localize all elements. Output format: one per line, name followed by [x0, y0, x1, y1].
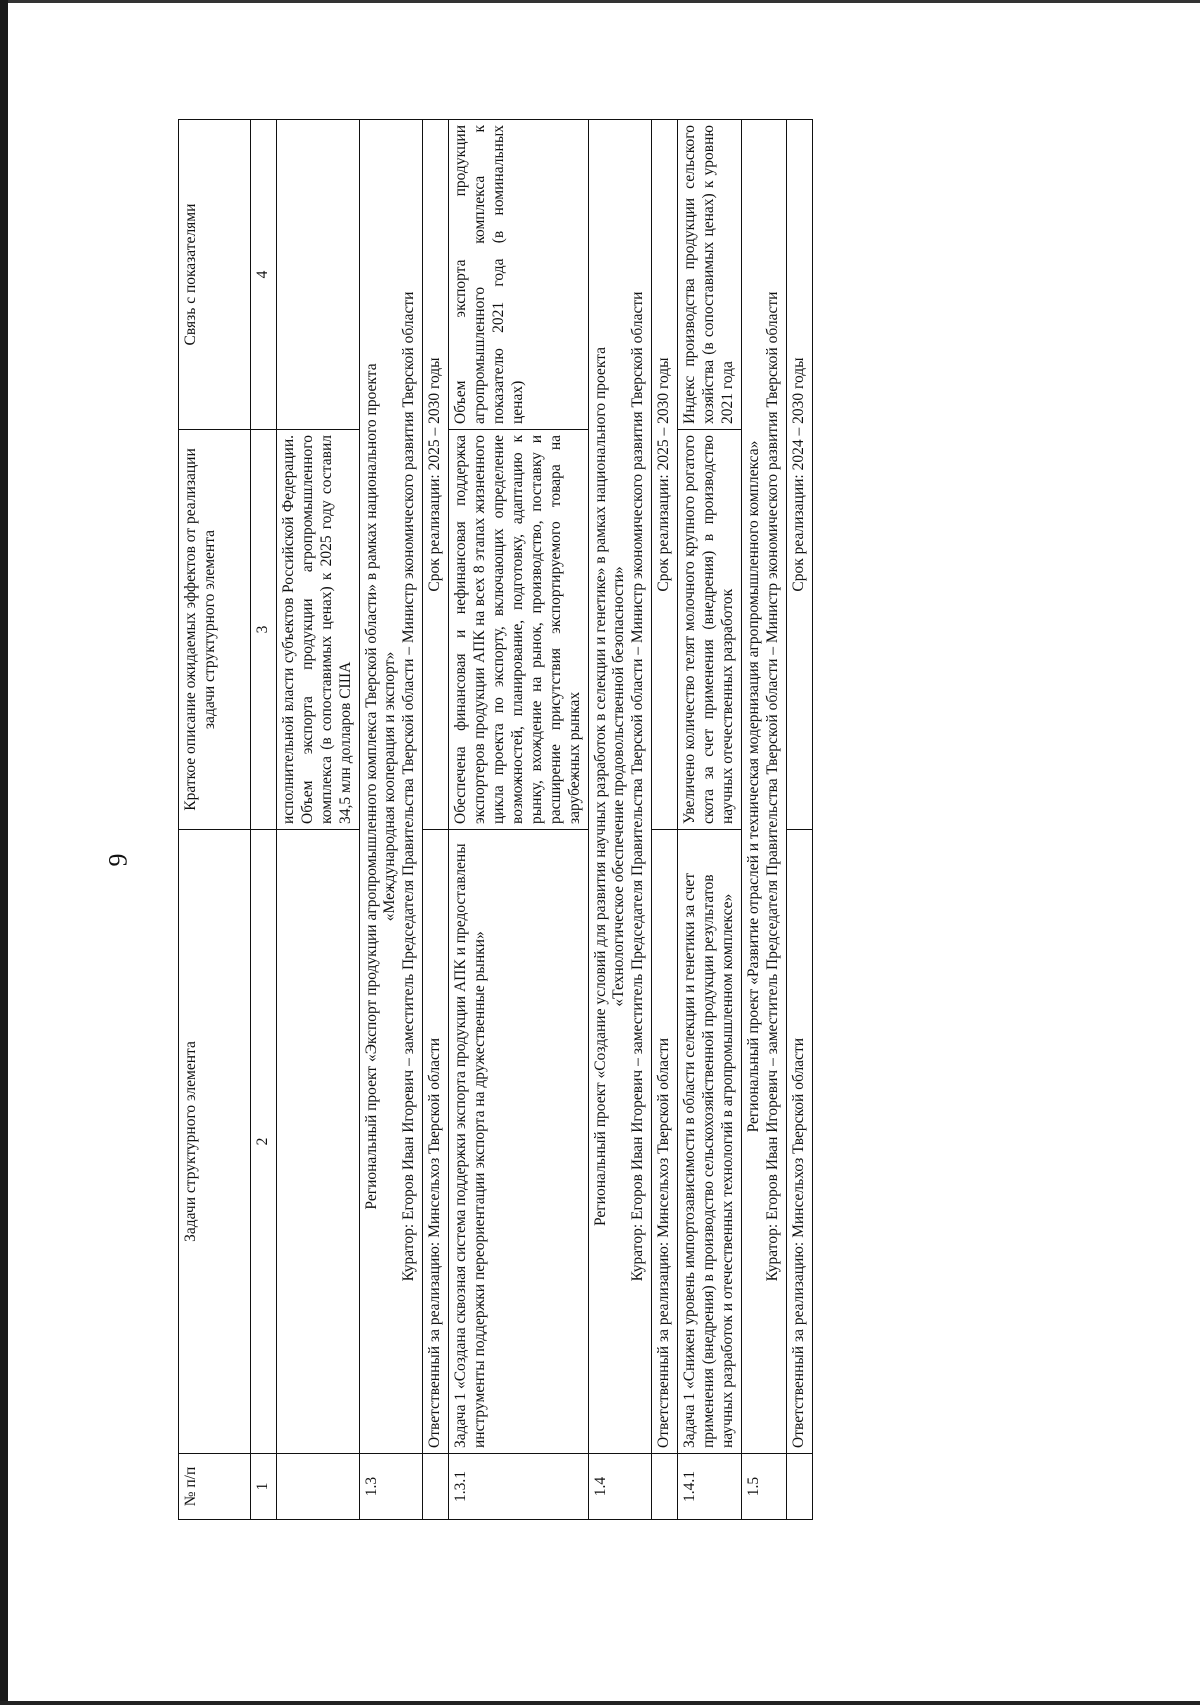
section-header-row [741, 120, 786, 1520]
empty-num-cell [786, 1454, 812, 1520]
section-title-line: «Международная кооперация и экспорт» [381, 651, 399, 922]
column-number: 3 [251, 430, 277, 830]
table-header-row [179, 120, 251, 1520]
responsible-row [786, 120, 812, 1520]
scan-edge-top [0, 0, 1200, 3]
continuation-row [276, 120, 359, 1520]
indicator-cell: Объем экспорта продукции агропромышленного комплекса к показателю 2021 года (в номинальных ценах) [449, 120, 588, 430]
continuation-task-cell [276, 830, 359, 1454]
term-cell: Срок реализации: 2025 – 2030 годы [423, 120, 449, 830]
column-number: 1 [251, 1454, 277, 1520]
task-number: 1.4.1 [678, 1454, 742, 1520]
section-title-cell [359, 120, 423, 1454]
scan-edge-bottom [0, 1701, 1200, 1705]
effect-cell: Увеличено количество телят молочного крупного рогатого скота за счет применения (внедрения) в производство научных отечественных разработок [678, 430, 742, 830]
scan-edge-left [0, 0, 8, 1705]
section-header-row [359, 120, 423, 1520]
header-tasks-cell: Задачи структурного элемента [179, 830, 251, 1454]
section-title-line: Региональный проект «Создание условий для развития научных разработок в селекции и генетике» в рамках национального проекта [591, 347, 609, 1226]
section-curator: Куратор: Егоров Иван Игоревич – заместитель Председателя Правительства Тверской области – Министр экономического развития Тверской области [763, 291, 781, 1282]
section-number: 1.5 [741, 1454, 786, 1520]
section-title-line: Региональный проект «Экспорт продукции агропромышленного комплекса Тверской области» в рамках национального проекта [362, 363, 380, 1210]
header-indicators-cell: Связь с показателями [179, 120, 251, 430]
indicator-cell: Индекс производства продукции сельского хозяйства (в сопоставимых ценах) к уровню 2021 года [678, 120, 742, 430]
structural-elements-table [178, 119, 813, 1520]
continuation-num-cell [276, 1454, 359, 1520]
column-number: 4 [251, 120, 277, 430]
section-number: 1.3 [359, 1454, 423, 1520]
rotated-table-container [178, 120, 1078, 1520]
responsible-row [652, 120, 678, 1520]
term-cell: Срок реализации: 2024 – 2030 годы [786, 120, 812, 830]
task-number: 1.3.1 [449, 1454, 588, 1520]
responsible-cell: Ответственный за реализацию: Минсельхоз Тверской области [786, 830, 812, 1454]
empty-num-cell [423, 1454, 449, 1520]
section-curator: Куратор: Егоров Иван Игоревич – заместитель Председателя Правительства Тверской области – Министр экономического развития Тверской области [629, 291, 647, 1282]
task-cell: Задача 1 «Создана сквозная система поддержки экспорта продукции АПК и предоставлены инструменты поддержки переориентации экспорта на дружественные рынки» [449, 830, 588, 1454]
task-row [449, 120, 588, 1520]
responsible-cell: Ответственный за реализацию: Минсельхоз Тверской области [652, 830, 678, 1454]
continuation-indicator-cell [276, 120, 359, 430]
responsible-row [423, 120, 449, 1520]
term-cell: Срок реализации: 2025 – 2030 годы [652, 120, 678, 830]
continuation-effect-cell: исполнительной власти субъектов Российской Федерации. Объем экспорта продукции агропромышленного комплекса (в сопоставимых ценах) к 2025 году составил 34,5 млн долларов США [276, 430, 359, 830]
column-numbers-row [251, 120, 277, 1520]
section-title-cell [588, 120, 652, 1454]
effect-cell: Обеспечена финансовая и нефинансовая поддержка экспортеров продукции АПК на всех 8 этапах жизненного цикла проекта по экспорту, включающих определение возможностей, планирование, подготовку, адаптацию к рынку, вхождение на рынок, производство, поставку и расширение присутствия экспортируемого товара на зарубежных рынках [449, 430, 588, 830]
section-title-line: «Технологическое обеспечение продовольственной безопасности» [610, 566, 628, 1007]
section-curator: Куратор: Егоров Иван Игоревич – заместитель Председателя Правительства Тверской области – Министр экономического развития Тверской области [400, 291, 418, 1282]
header-effects-cell: Краткое описание ожидаемых эффектов от реализации задачи структурного элемента [179, 430, 251, 830]
section-title-cell [741, 120, 786, 1454]
column-number: 2 [251, 830, 277, 1454]
task-row [678, 120, 742, 1520]
empty-num-cell [652, 1454, 678, 1520]
header-num-cell: № п/п [179, 1454, 251, 1520]
responsible-cell: Ответственный за реализацию: Минсельхоз Тверской области [423, 830, 449, 1454]
section-number: 1.4 [588, 1454, 652, 1520]
section-title-line: Региональный проект «Развитие отраслей и техническая модернизация агропромышленного комплекса» [744, 440, 762, 1133]
task-cell: Задача 1 «Снижен уровень импортозависимости в области селекции и генетики за счет применения (внедрения) в производство сельскохозяйственной продукции результатов научных разработок и отечественных технологий в агропромышленном комплексе» [678, 830, 742, 1454]
page-number: 9 [103, 853, 133, 867]
section-header-row [588, 120, 652, 1520]
